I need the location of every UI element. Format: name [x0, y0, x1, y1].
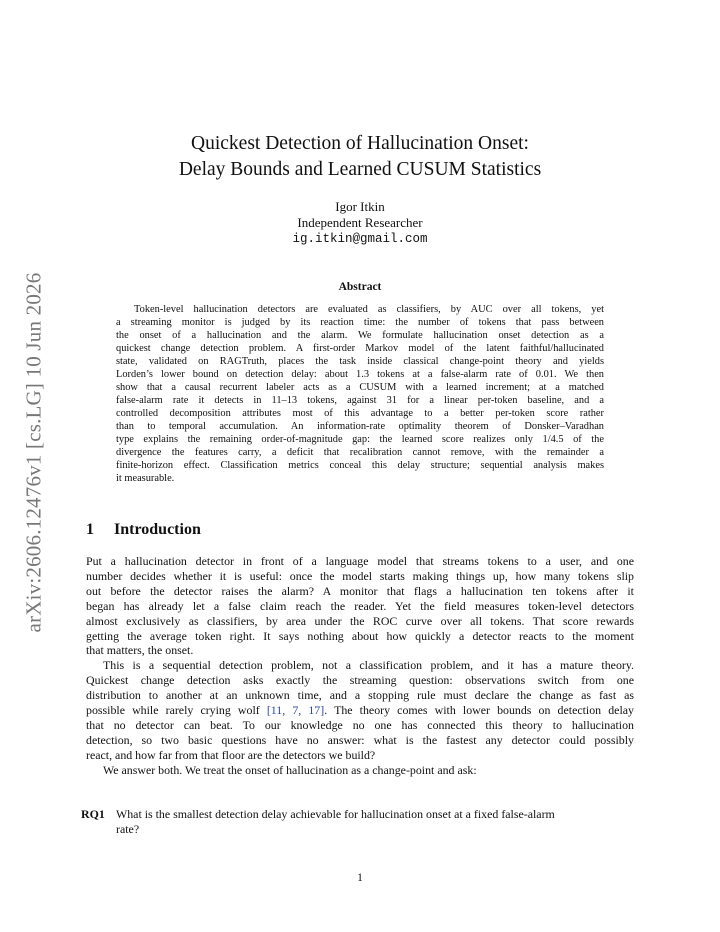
abstract-heading: Abstract	[338, 281, 382, 293]
text-segment: . The theory comes with lower bounds on detection delay	[324, 703, 634, 718]
paragraph-line: We answer both. We treat the onset of hallucination as a change-point and ask:	[103, 762, 477, 777]
abstract-line: show that a causal recurrent labeler acts as a CUSUM with a learned increment; at a matched	[116, 382, 604, 393]
abstract-line: Token-level hallucination detectors are evaluated as classifiers, by AUC over all tokens, yet	[134, 304, 604, 315]
paragraph-line: out before the detector raises the alarm? A monitor that flags a hallucination ten tokens after it	[86, 583, 634, 598]
abstract-body	[116, 303, 604, 485]
author-email: ig.itkin@gmail.com	[292, 232, 428, 246]
paragraph-line: that no detector can beat. To our knowledge no one has connected this theory to hallucination	[86, 717, 634, 732]
text-segment: possible while rarely crying wolf	[86, 703, 267, 718]
abstract-line: than to temporal accumulation. An information-rate optimality theorem of Donsker–Varadhan	[116, 421, 604, 432]
title-line-1: Quickest Detection of Hallucination Onset:	[191, 133, 529, 154]
paragraph-line: number decides whether it is useful: once the model starts making things up, how many tokens slip	[86, 568, 634, 583]
abstract-line: type explains the remaining order-of-magnitude gap: the learned score realizes only 1/4.5 of the	[116, 434, 604, 445]
page-number: 1	[357, 872, 363, 884]
paper-title	[0, 131, 720, 183]
abstract-line: divergence the features carry, a deficit that recalibration cannot remove, with the remainder a	[116, 447, 604, 458]
author-affiliation: Independent Researcher	[297, 215, 423, 230]
paragraph-line: getting the average token right. It says nothing about how quickly a detector reacts to the moment	[86, 628, 634, 643]
paragraph-line: began has already let a false claim reach the reader. Yet the field measures token-level detectors	[86, 598, 634, 613]
abstract-line: state, validated on RAGTruth, places the task inside classical change-point theory and yields	[116, 356, 604, 367]
paragraph-line: detection, so two basic questions have no answer: what is the fastest any detector could possibly	[86, 732, 634, 747]
arxiv-id-text: arXiv:2606.12476v1 [cs.LG] 10 Jun 2026	[21, 272, 46, 632]
abstract-line: a streaming monitor is judged by its reaction time: the number of tokens that pass between	[116, 317, 604, 328]
paragraph-line: Put a hallucination detector in front of a language model that streams tokens to a user, and one	[86, 554, 634, 568]
abstract-line: Lorden’s lower bound on detection delay: about 1.3 tokens at a false-alarm rate of 0.01. We then	[116, 369, 604, 380]
rq-text	[116, 807, 634, 837]
paragraph-line-with-citation	[86, 703, 634, 718]
abstract-line: finite-horizon effect. Classification metrics conceal this delay structure; sequential analysis makes	[116, 460, 604, 471]
abstract-line: controlled decomposition attributes most of this advantage to a better per-token score rather	[116, 408, 604, 419]
abstract-line: the onset of a hallucination and the alarm. We formulate hallucination onset detection as a	[116, 330, 604, 341]
citation-link[interactable]: [11, 7, 17]	[266, 703, 325, 718]
paragraph-line: distribution to another at an unknown time, and a stopping rule must declare the change as fast as	[86, 688, 634, 703]
abstract-line: it measurable.	[116, 473, 175, 484]
arxiv-identifier	[14, 262, 54, 642]
paragraph-line: react, and how far from that floor are the detectors we build?	[86, 747, 376, 762]
abstract-line: quickest change detection problem. A first-order Markov model of the latent faithful/hallucinated	[116, 343, 604, 354]
author-block	[0, 199, 720, 247]
rq-line: rate?	[116, 821, 140, 836]
paragraph-line: almost exclusively as classifiers, by area under the ROC curve over all tokens. That score rewards	[86, 613, 634, 628]
rq-label: RQ1	[81, 807, 105, 821]
section-heading	[86, 521, 201, 539]
section-title: Introduction	[114, 521, 201, 538]
introduction-body	[86, 554, 634, 778]
title-line-2: Delay Bounds and Learned CUSUM Statistics	[178, 159, 542, 180]
paragraph-line: Quickest change detection asks exactly the streaming question: observations switch from one	[86, 673, 634, 688]
section-number: 1	[86, 521, 94, 538]
paragraph-line: that matters, the onset.	[86, 643, 194, 658]
author-name: Igor Itkin	[335, 199, 385, 214]
rq-line: What is the smallest detection delay achievable for hallucination onset at a fixed false-alarm	[116, 807, 555, 821]
abstract-line: false-alarm rate it detects in 11–13 tokens, against 31 for a linear per-token baseline, and a	[116, 395, 604, 406]
paragraph-line: This is a sequential detection problem, not a classification problem, and it has a mature theory.	[103, 658, 634, 673]
research-question-1	[81, 807, 634, 837]
